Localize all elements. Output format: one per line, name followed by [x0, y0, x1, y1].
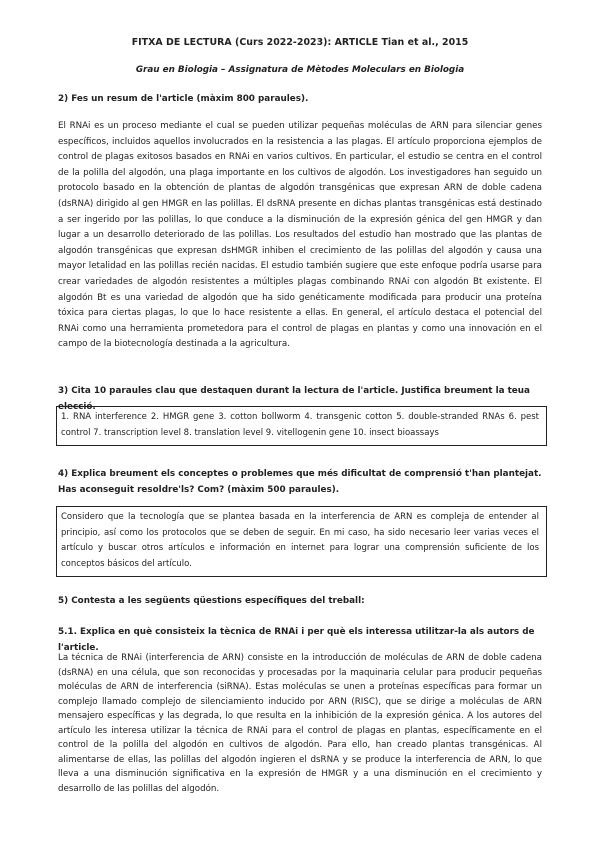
document-title: FITXA DE LECTURA (Curs 2022-2023): ARTICLE Tian et al., 2015 [131, 37, 469, 48]
section-5-1-text [58, 651, 542, 796]
section-2-paragraph: El RNAi es un proceso mediante el cual se pueden utilizar pequeñas moléculas de ARN para silenciar genes específicos, incluidos aquellos involucrados en la resistencia a las plagas. El artículo proporciona ejemplos de control de plagas exitosos basados en RNAi en varios cultivos. En particular, el estudio se centra en el control de la polilla del algodón, una plaga importante en los cultivos de algodón. Los investigadores han seguido un protocolo basado en la obtención de plantas de algodón transgénicas que expresan ARN de doble cadena (dsRNA) dirigido al gen HMGR en las polillas. El dsRNA presente en dichas plantas transgénicas está destinado a ser ingerido por las polillas, lo que conduce a la disminución de la expresión génica del gen HMGR y dan lugar a un desarrollo deteriorado de las polillas. Los resultados del estudio han mostrado que las plantas de algodón transgénicas que expresan dsHMGR inhiben el crecimiento de las polillas del algodón y causa una mayor letalidad en las polillas recién nacidas. El estudio también sugiere que este enfoque podría usarse para crear variedades de algodón resistentes a múltiples plagas combinando RNAi con algodón Bt existente. El algodón Bt es una variedad de algodón que ha sido genéticamente modificada para producir una proteína tóxica para ciertas plagas, lo que lo hace resistente a ellas. En general, el artículo destaca el potencial del RNAi como una herramienta prometedora para el control de plagas en plantas y como una innovación en el campo de la biotecnología destinada a la agricultura. [58, 121, 542, 350]
document-subtitle: Grau en Biologia – Assignatura de Mètodes Moleculars en Biologia [135, 65, 465, 75]
section-2-heading: 2) Fes un resum de l'article (màxim 800 paraules). [58, 94, 309, 104]
section-5-1-heading: 5.1. Explica en què consisteix la tècnica de RNAi i per què els interessa utilitzar-la als autors de l'article. [58, 627, 535, 653]
section-3-heading: 3) Cita 10 paraules clau que destaquen durant la lectura de l'article. Justifica breument la teua elecció. [58, 386, 530, 412]
section-3-keywords: 1. RNA interference 2. HMGR gene 3. cotton bollworm 4. transgenic cotton 5. double-stranded RNAs 6. pest control 7. transcription level 8. translation level 9. vitellogenin gene 10. insect bioassays [61, 412, 539, 438]
section-4-answer: Considero que la tecnología que se plantea basada en la interferencia de ARN es compleja de entender al principio, así como los protocolos que se deben de seguir. En mi caso, ha sido necesario leer varias veces el artículo y buscar otros artículos e información en internet para lograr una comprensión suficiente de los conceptos básicos del artículo. [61, 512, 539, 569]
section-2-text [58, 119, 542, 353]
section-5-1-paragraph: La técnica de RNAi (interferencia de ARN) consiste en la introducción de moléculas de ARN de doble cadena (dsRNA) en una célula, que son reconocidas y procesadas por la maquinaria celular para producir pequeñas moléculas de ARN de interferencia (siRNA). Estas moléculas se unen a proteínas específicas para formar un complejo llamado complejo de silenciamiento inducido por ARN (RISC), que se dirige a moléculas de ARN mensajero específicas y las degrada, lo que resulta en la inhibición de la expresión génica. A los autores del artículo les interesa utilizar la técnica de RNAi para el control de plagas en plantas, específicamente en el control de la polilla del algodón en cultivos de algodón. Para ello, han creado plantas transgénicas. Al alimentarse de ellas, las polillas del algodón ingieren el dsRNA y se produce la interferencia de ARN, lo que lleva a una disminución significativa en la expresión de HMGR y a una disminución en el crecimiento y desarrollo de las polillas del algodón. [58, 653, 542, 794]
section-3-answer-box [56, 406, 547, 446]
section-5-heading: 5) Contesta a les següents qüestions específiques del treball: [58, 596, 365, 606]
section-4-heading: 4) Explica breument els conceptes o problemes que més dificultat de comprensió t'han plantejat. Has aconseguit resoldre'ls? Com? (màxim 500 paraules). [58, 469, 542, 495]
section-4-answer-box [56, 506, 547, 577]
